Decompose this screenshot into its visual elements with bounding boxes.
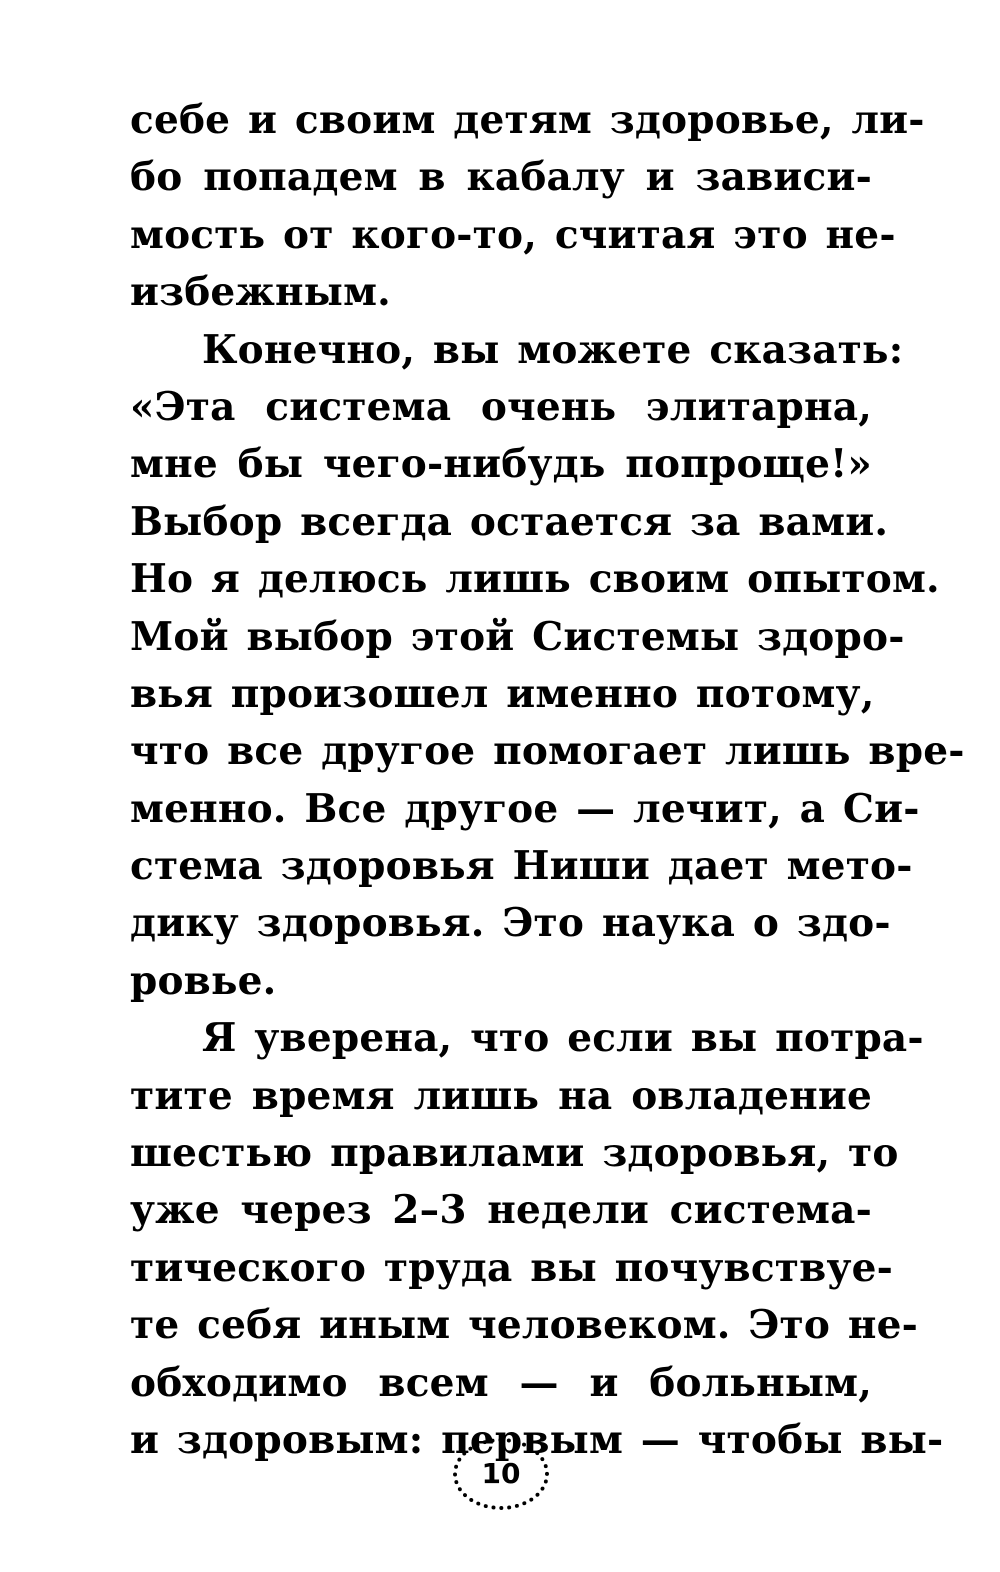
text-line: себе и своим детям здоровье, ли- — [130, 97, 925, 143]
text-line: мость от кого-то, считая это не- — [130, 211, 896, 258]
text-line: Я уверена, что если вы потра- — [202, 1015, 924, 1062]
text-line: стема здоровья Ниши дает мето- — [130, 843, 913, 890]
text-line: вья произошел именно потому, — [130, 670, 875, 717]
page-number: 10 — [481, 1457, 521, 1490]
text-line: что все другое помогает лишь вре- — [130, 728, 965, 775]
text-line: те себя иным человеком. Это не- — [130, 1302, 919, 1349]
text-line: и здоровым: первым — чтобы вы- — [130, 1416, 944, 1463]
body-text — [130, 92, 965, 1469]
text-line: мне бы чего-нибудь попроще!» — [130, 441, 872, 488]
text-line: менно. Все другое — лечит, а Си- — [130, 785, 920, 832]
text-line: Но я делюсь лишь своим опытом. — [130, 556, 940, 603]
text-line: ровье. — [130, 957, 277, 1004]
text-line: Мой выбор этой Системы здоро- — [130, 613, 905, 660]
text-line: Выбор всегда остается за вами. — [130, 498, 889, 545]
text-line: обходимо всем — и больным, — [130, 1359, 872, 1406]
text-line: шестью правилами здоровья, то — [130, 1130, 899, 1177]
text-line: дику здоровья. Это наука о здо- — [130, 900, 891, 947]
text-line: уже через 2–3 недели система- — [130, 1187, 872, 1234]
text-line: бо попадем в кабалу и зависи- — [130, 154, 872, 201]
text-line: тического труда вы почувствуе- — [130, 1244, 894, 1291]
text-line: «Эта система очень элитарна, — [130, 383, 872, 430]
text-line: тите время лишь на овладение — [130, 1072, 872, 1119]
text-line: Конечно, вы можете сказать: — [202, 326, 904, 373]
text-line: избежным. — [130, 269, 391, 316]
page-number-badge — [453, 1438, 549, 1510]
